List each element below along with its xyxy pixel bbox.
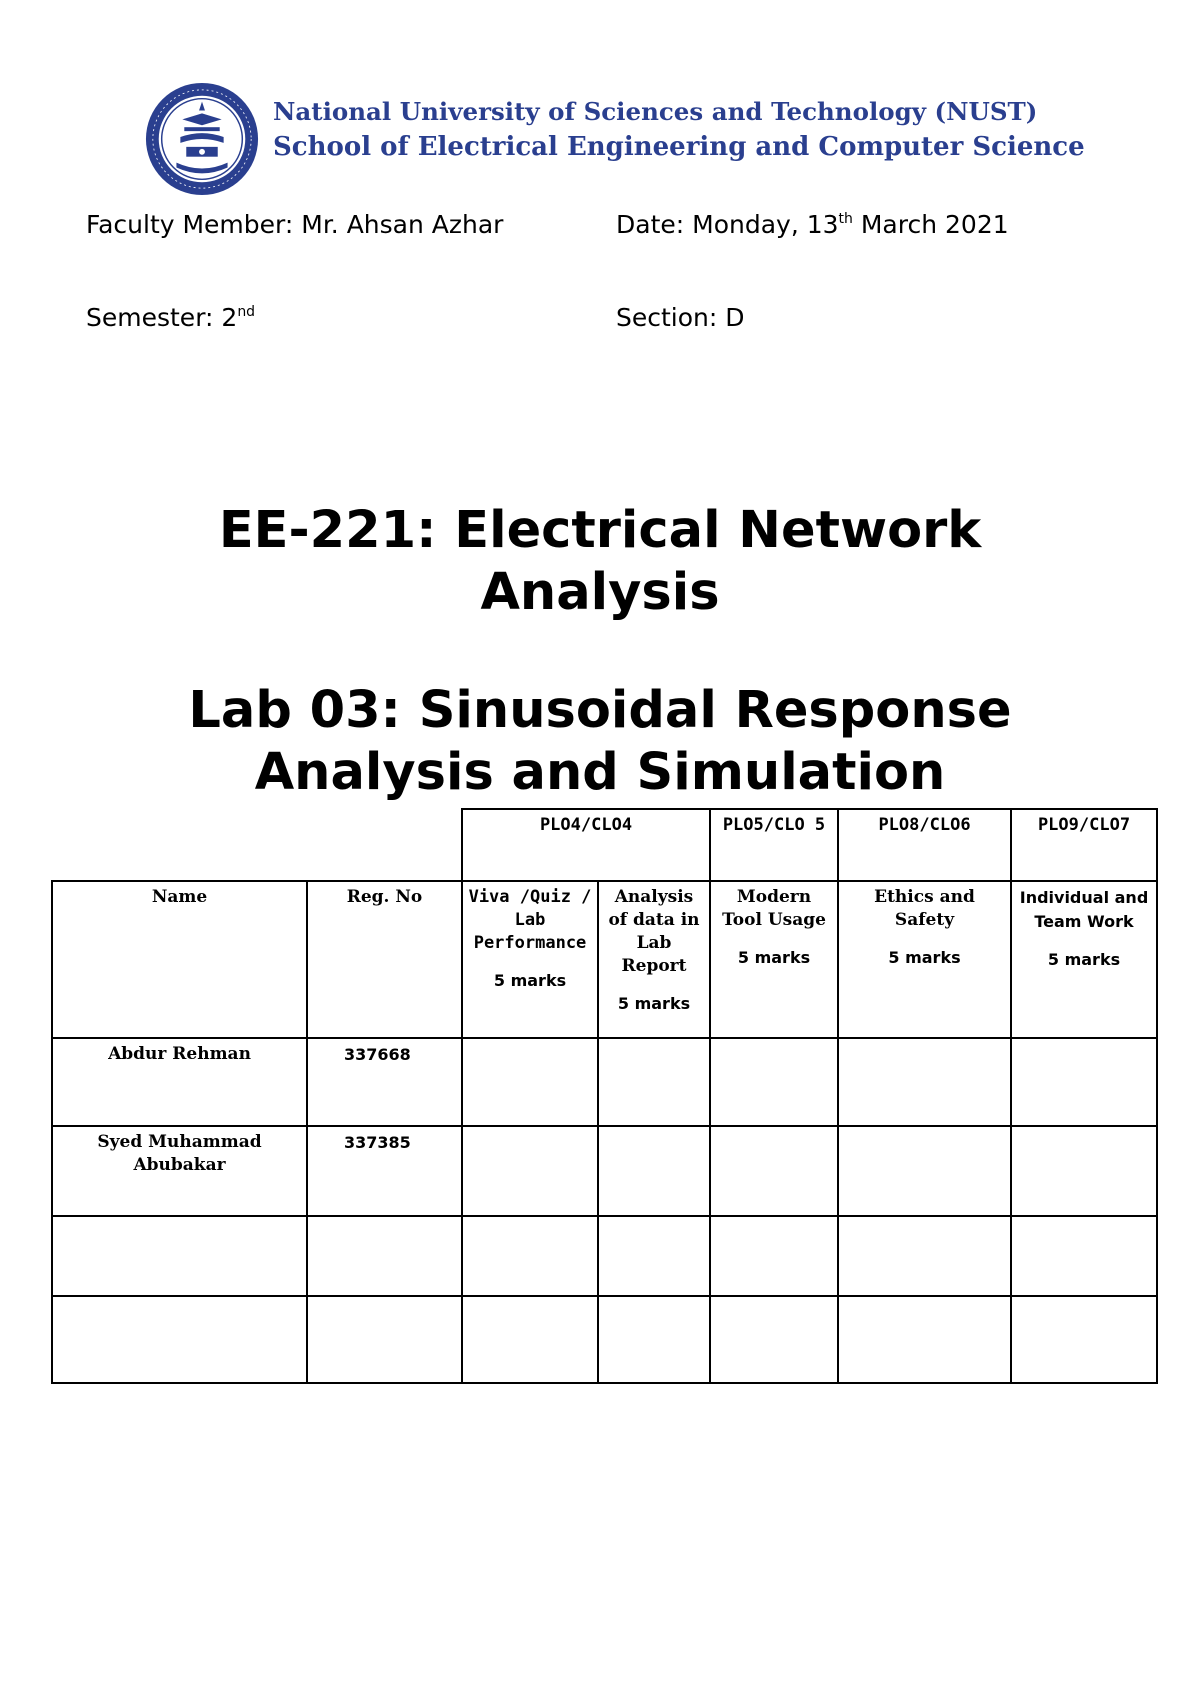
grade-cell (598, 1038, 710, 1126)
grade-cell (598, 1296, 710, 1383)
course-title: EE-221: Electrical Network Analysis (218, 501, 982, 622)
ethics-header: Ethics and Safety 5 marks (838, 881, 1011, 1038)
university-name: National University of Sciences and Technology (NUST) (273, 97, 1038, 126)
name-header: Name (52, 881, 307, 1038)
grade-cell (710, 1216, 838, 1296)
plo5-header: PLO5/CLO 5 (710, 809, 838, 881)
date-field: Date: Monday, 13th March 2021 (616, 210, 1009, 239)
grade-cell (838, 1296, 1011, 1383)
table-row (52, 1038, 1157, 1126)
viva-header: Viva /Quiz / Lab Performance 5 marks (462, 881, 598, 1038)
analysis-header: Analysis of data in Lab Report 5 marks (598, 881, 710, 1038)
grade-cell (462, 1216, 598, 1296)
table-row (52, 1216, 1157, 1296)
plo9-header: PLO9/CLO7 (1011, 809, 1157, 881)
student-reg (307, 1216, 462, 1296)
grade-cell (1011, 1216, 1157, 1296)
student-name: Syed Muhammad Abubakar (52, 1126, 307, 1216)
grade-cell (710, 1038, 838, 1126)
grade-cell (1011, 1038, 1157, 1126)
nust-seal-logo (143, 80, 261, 198)
grade-cell (838, 1038, 1011, 1126)
reg-header: Reg. No (307, 881, 462, 1038)
table-row (52, 1126, 1157, 1216)
grade-cell (598, 1126, 710, 1216)
grade-cell (462, 1038, 598, 1126)
plo-header-row (52, 809, 1157, 881)
lab-title: Lab 03: Sinusoidal Response Analysis and Simulation (188, 681, 1012, 802)
plo8-header: PLO8/CLO6 (838, 809, 1011, 881)
school-name: School of Electrical Engineering and Computer Science (273, 132, 1085, 162)
document-header (143, 80, 1083, 190)
grade-cell (838, 1216, 1011, 1296)
student-name (52, 1216, 307, 1296)
student-name: Abdur Rehman (52, 1038, 307, 1126)
faculty-member: Faculty Member: Mr. Ahsan Azhar (86, 210, 504, 239)
grade-cell (710, 1126, 838, 1216)
grade-cell (462, 1126, 598, 1216)
student-name (52, 1296, 307, 1383)
teamwork-header: Individual and Team Work 5 marks (1011, 881, 1157, 1038)
grade-cell (1011, 1296, 1157, 1383)
grade-cell (838, 1126, 1011, 1216)
student-reg (307, 1296, 462, 1383)
column-header-row (52, 881, 1157, 1038)
grade-cell (1011, 1126, 1157, 1216)
student-reg: 337668 (307, 1038, 462, 1126)
grade-cell (462, 1296, 598, 1383)
grade-cell (710, 1296, 838, 1383)
table-row (52, 1296, 1157, 1383)
grade-cell (598, 1216, 710, 1296)
grading-table (51, 808, 1158, 1384)
section-field: Section: D (616, 303, 745, 332)
semester-field: Semester: 2nd (86, 303, 256, 332)
plo4-header: PLO4/CLO4 (462, 809, 710, 881)
student-reg: 337385 (307, 1126, 462, 1216)
modern-tool-header: Modern Tool Usage 5 marks (710, 881, 838, 1038)
